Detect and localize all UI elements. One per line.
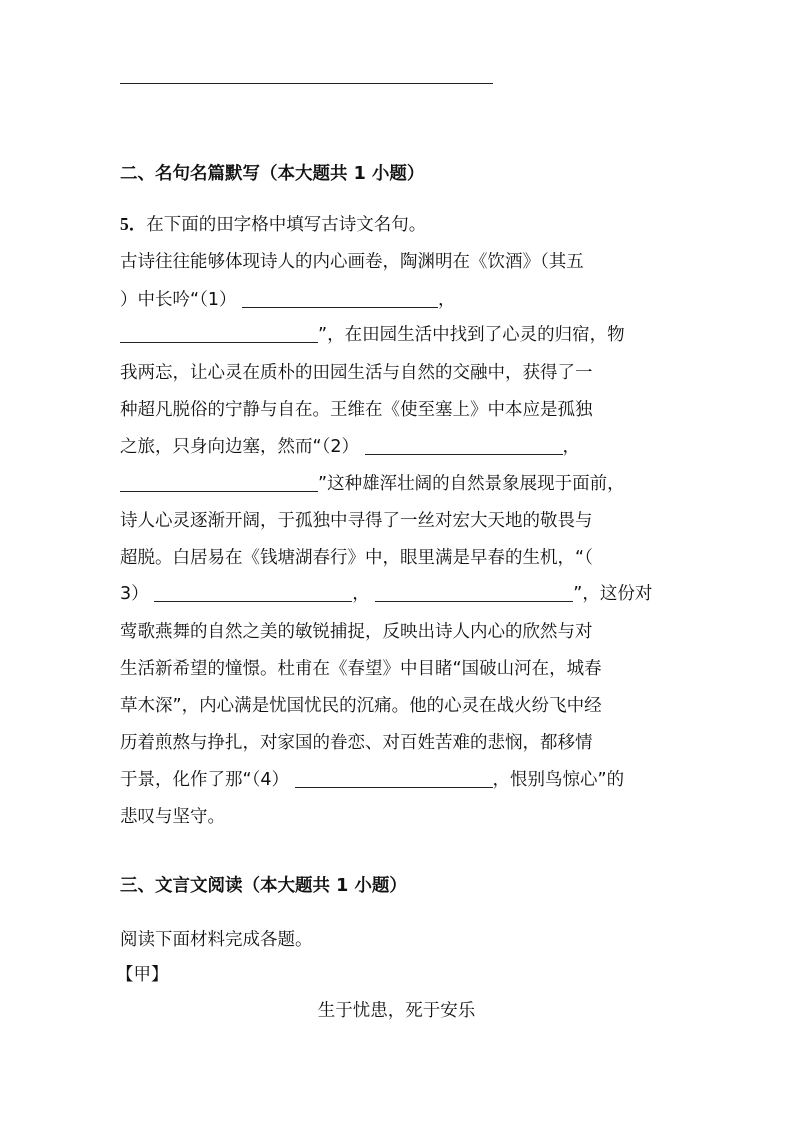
passage-text: 生活新希望的憧憬。杜甫在《春望》中目睹“国破山河在，城春: [120, 659, 602, 679]
passage-line-3: [120, 323, 625, 347]
passage-text: 3）: [120, 584, 149, 604]
fill-blank-4[interactable]: [295, 769, 493, 788]
passage-text: 莺歌燕舞的自然之美的敏锐捕捉，反映出诗人内心的欣然与对: [120, 622, 593, 642]
passage-line-13: [120, 694, 602, 718]
fill-blank-2a[interactable]: [365, 436, 563, 455]
passage-text: ）中长吟“（1）: [120, 290, 237, 310]
comma: ，: [562, 437, 581, 457]
fill-blank-3b[interactable]: [375, 583, 573, 602]
passage-line-2: [120, 288, 456, 312]
passage-text: 之旅，只身向边塞，然而“（2）: [120, 437, 359, 457]
question-number: 5．: [120, 214, 147, 234]
fill-blank-3a[interactable]: [154, 583, 352, 602]
question-5-prompt-line: [120, 212, 426, 237]
passage-text: 草木深”，内心满是忧国忧民的沉痛。他的心灵在战火纷飞中经: [120, 696, 602, 716]
passage-line-16: [120, 805, 225, 829]
fill-blank-1a[interactable]: [242, 289, 438, 308]
passage-line-1: [120, 250, 584, 274]
passage-text: ”，在田园生活中找到了心灵的归宿，物: [318, 325, 625, 345]
fill-blank-2b[interactable]: [120, 473, 318, 492]
passage-text: ”这种雄浑壮阔的自然景象展现于面前，: [318, 474, 625, 494]
passage-text: 我两忘，让心灵在质朴的田园生活与自然的交融中，获得了一: [120, 363, 593, 383]
fill-blank-1b[interactable]: [120, 324, 318, 343]
passage-text: 于景，化作了那“（4）: [120, 770, 289, 790]
section-heading-2: 二、名句名篇默写（本大题共 1 小题）: [120, 164, 425, 184]
passage-text: 种超凡脱俗的宁静与自在。王维在《使至塞上》中本应是孤独: [120, 400, 593, 420]
passage-title: 生于忧患，死于安乐: [317, 1001, 476, 1021]
reading-instruction: 阅读下面材料完成各题。: [120, 930, 313, 950]
passage-line-4: [120, 361, 593, 385]
passage-line-10: [120, 582, 652, 606]
passage-line-15: [120, 768, 624, 792]
passage-text: 历着煎熬与挣扎，对家国的眷恋、对百姓苦难的悲悯，都移情: [120, 733, 593, 753]
passage-text: 古诗往往能够体现诗人的内心画卷，陶渊明在《饮酒》（其五: [120, 252, 584, 272]
passage-line-5: [120, 398, 593, 422]
passage-line-11: [120, 620, 593, 644]
passage-line-7: [120, 472, 625, 496]
comma: ，: [438, 290, 456, 310]
comma: ，: [352, 584, 370, 604]
passage-text: 悲叹与坚守。: [120, 807, 225, 827]
passage-line-14: [120, 731, 593, 755]
passage-line-8: [120, 509, 593, 533]
passage-line-12: [120, 657, 602, 681]
passage-text: ，恨别鸟惊心”的: [492, 770, 625, 790]
answer-line-top: [120, 83, 493, 84]
passage-text: 诗人心灵逐渐开阔，于孤独中寻得了一丝对宏大天地的敬畏与: [120, 511, 593, 531]
passage-label-jia: 【甲】: [116, 965, 169, 985]
passage-text: 超脱。白居易在《钱塘湖春行》中，眼里满是早春的生机，“（: [120, 548, 593, 568]
question-prompt: 在下面的田字格中填写古诗文名句。: [146, 215, 427, 235]
passage-line-6: [120, 435, 580, 459]
passage-line-9: [120, 546, 593, 570]
section-heading-3: 三、文言文阅读（本大题共 1 小题）: [120, 876, 407, 896]
passage-text: ”，这份对: [573, 584, 653, 604]
